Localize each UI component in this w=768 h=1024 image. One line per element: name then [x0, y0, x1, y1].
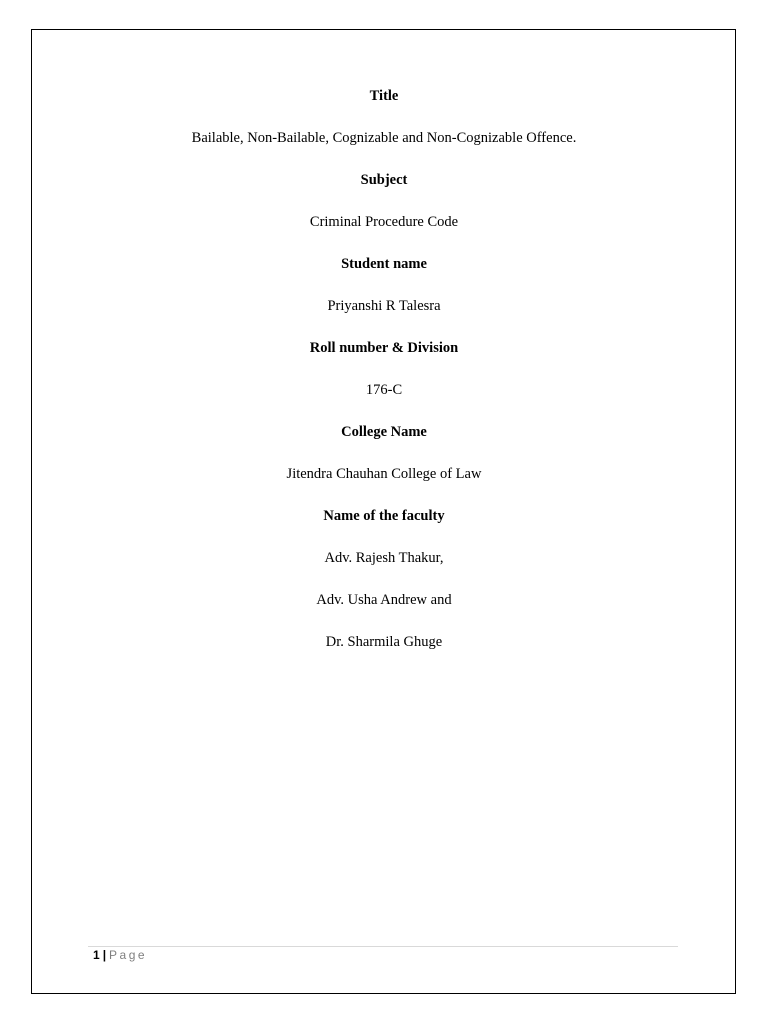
footer-separator: | — [102, 948, 107, 962]
college-name-value: Jitendra Chauhan College of Law — [286, 466, 482, 482]
subject-heading: Subject — [360, 172, 408, 188]
faculty-heading: Name of the faculty — [323, 508, 445, 524]
roll-number-heading: Roll number & Division — [309, 340, 459, 356]
college-name-heading: College Name — [341, 424, 427, 440]
title-heading: Title — [369, 88, 399, 104]
page-label: Page — [109, 948, 148, 962]
title-value: Bailable, Non-Bailable, Cognizable and Non-Cognizable Offence. — [191, 130, 577, 146]
roll-number-value: 176-C — [365, 382, 403, 398]
page-number: 1 — [93, 948, 100, 962]
faculty-member: Adv. Usha Andrew and — [316, 592, 452, 608]
student-name-value: Priyanshi R Talesra — [327, 298, 441, 314]
subject-value: Criminal Procedure Code — [309, 214, 459, 230]
page-footer — [93, 947, 147, 963]
footer-rule — [88, 946, 678, 947]
student-name-heading: Student name — [341, 256, 427, 272]
faculty-member: Adv. Rajesh Thakur, — [324, 550, 444, 566]
faculty-member: Dr. Sharmila Ghuge — [325, 634, 443, 650]
